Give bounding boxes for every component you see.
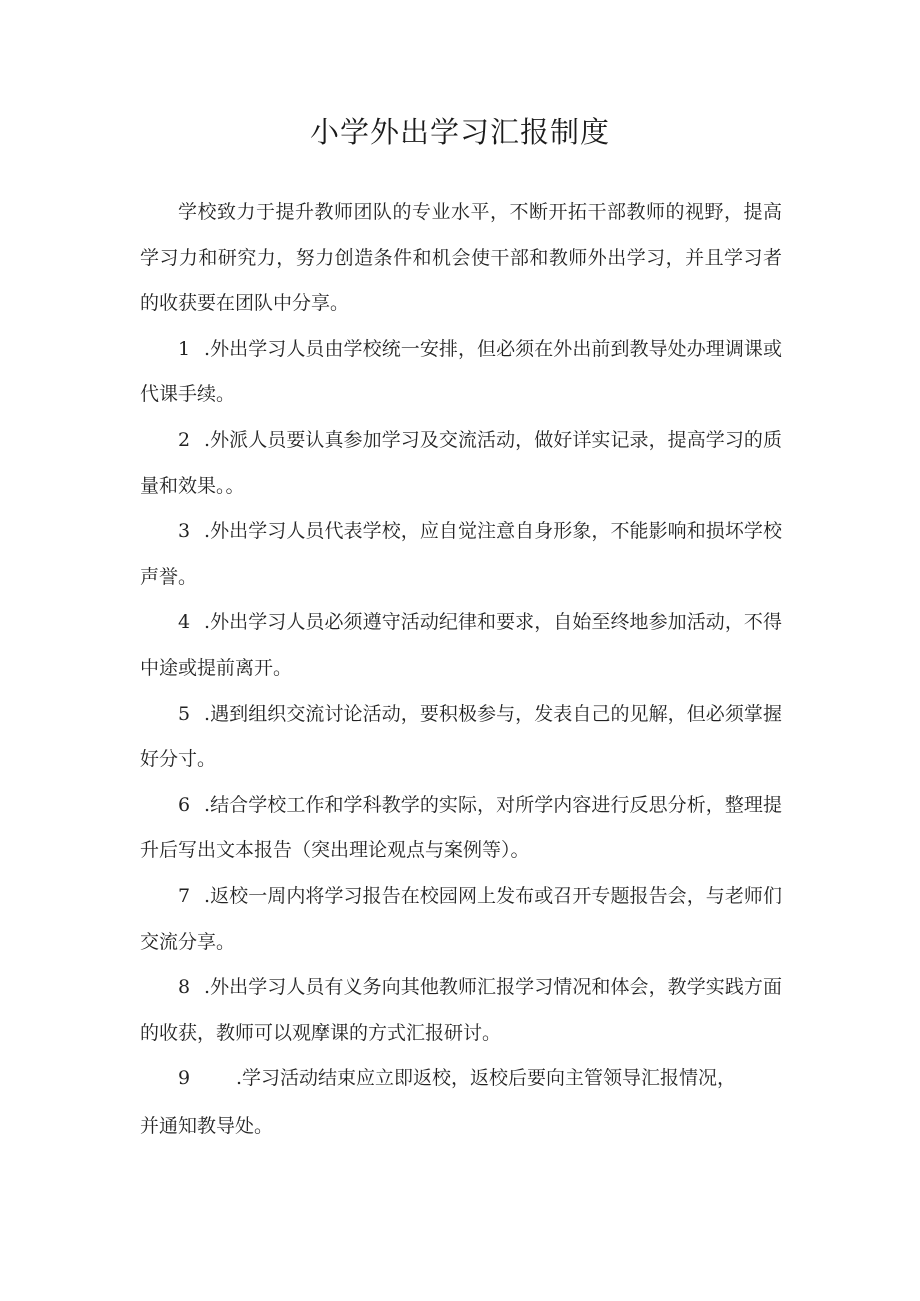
intro-paragraph: 学校致力于提升教师团队的专业水平，不断开拓干部教师的视野，提高学习力和研究力，努力创造条件和机会使干部和教师外出学习，并且学习者的收获要在团队中分享。 — [140, 201, 782, 315]
rule-number: 5 — [178, 702, 191, 725]
rule-text: .外出学习人员代表学校，应自觉注意自身形象，不能影响和损坏学校声誉。 — [140, 520, 782, 588]
rule-number: 7 — [178, 884, 191, 907]
rule-text: .外出学习人员由学校统一安排，但必须在外出前到教导处办理调课或代课手续。 — [140, 337, 782, 406]
rule-number: 2 — [178, 428, 191, 451]
rule-number: 1 — [178, 337, 191, 360]
rule-number: 3 — [178, 520, 191, 543]
rule-text: .遇到组织交流讨论活动，要积极参与，发表自己的见解，但必须掌握好分寸。 — [140, 702, 782, 771]
rule-number: 8 — [178, 976, 191, 999]
rule-item-7 — [140, 874, 782, 965]
rule-item-3 — [140, 509, 782, 600]
document-title: 小学外出学习汇报制度 — [309, 115, 610, 149]
rule-item-5 — [140, 692, 782, 783]
rule-text: .外出学习人员必须遵守活动纪律和要求，自始至终地参加活动，不得中途或提前离开。 — [140, 611, 782, 679]
rule-item-8 — [140, 965, 782, 1056]
rule-text-continuation: 并通知教导处。 — [140, 1114, 274, 1137]
rule-number: 6 — [178, 793, 191, 816]
rule-text: .学习活动结束应立即返校，返校后要向主管领导汇报情况， — [236, 1067, 737, 1090]
rule-item-4 — [140, 600, 782, 691]
rule-item-6 — [140, 783, 782, 874]
rule-text: .外出学习人员有义务向其他教师汇报学习情况和体会，教学实践方面的收获，教师可以观摩课的方式汇报研讨。 — [140, 976, 782, 1044]
rule-item-9 — [140, 1056, 782, 1149]
rule-number: 9 — [178, 1067, 191, 1090]
rule-item-1 — [140, 327, 782, 418]
rule-text: .外派人员要认真参加学习及交流活动，做好详实记录，提高学习的质量和效果。。 — [140, 428, 782, 497]
rule-text: .返校一周内将学习报告在校园网上发布或召开专题报告会，与老师们交流分享。 — [140, 884, 782, 953]
rule-number: 4 — [178, 611, 191, 634]
document-body — [140, 190, 782, 1149]
rule-text: .结合学校工作和学科教学的实际，对所学内容进行反思分析，整理提升后写出文本报告（突出理论观点与案例等）。 — [140, 793, 782, 862]
rule-item-2 — [140, 418, 782, 509]
